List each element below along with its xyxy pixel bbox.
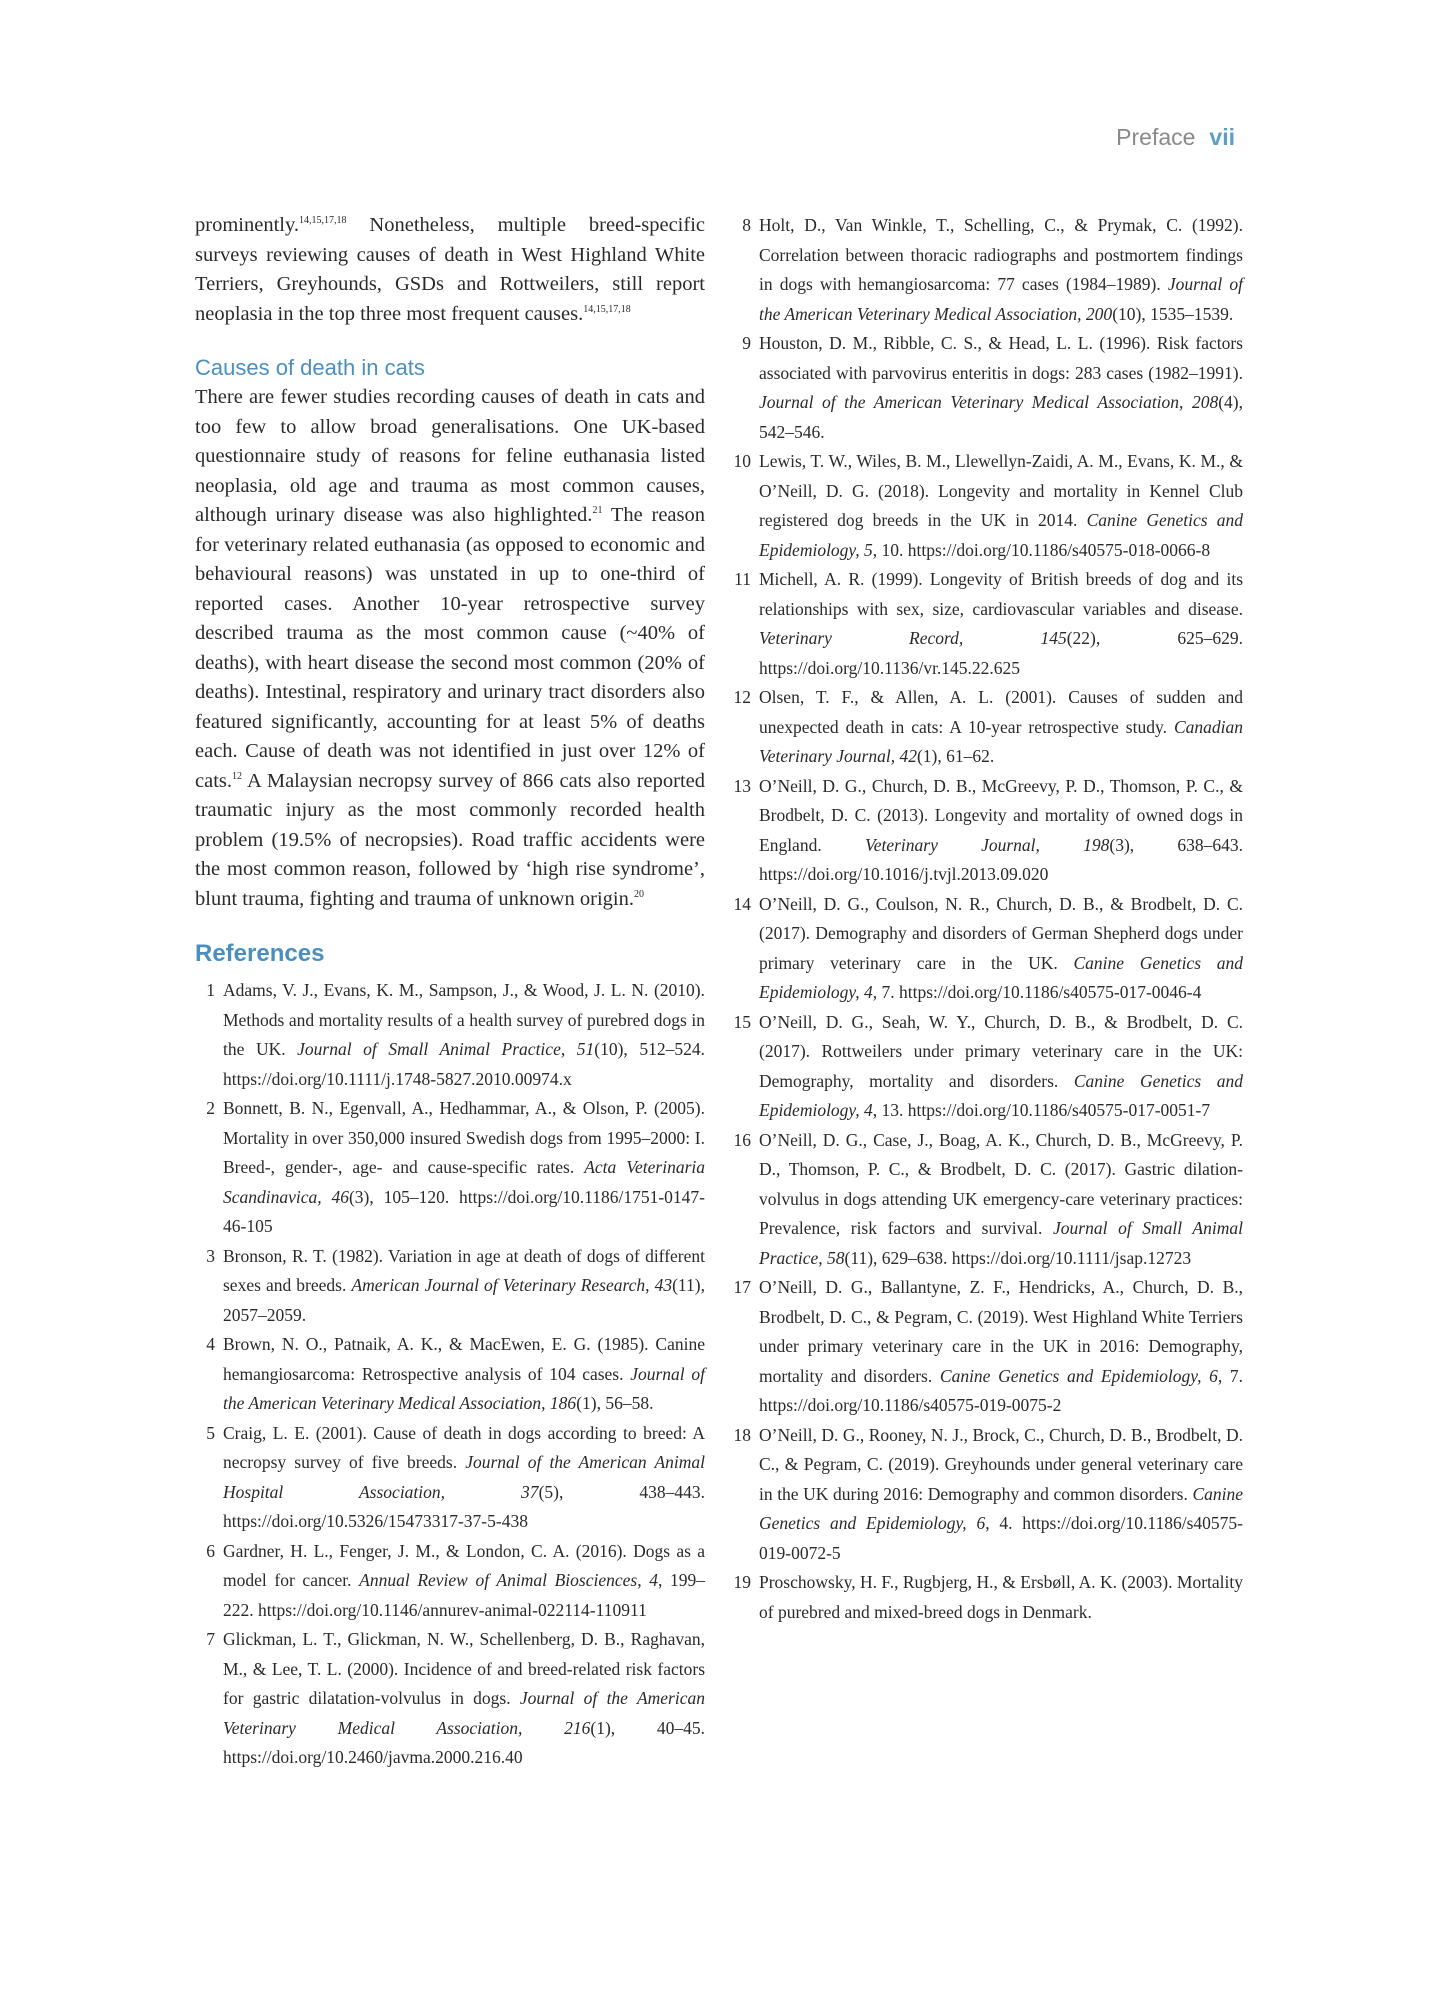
reference-entry — [195, 1537, 705, 1626]
reference-number: 11 — [734, 569, 751, 589]
reference-authors-title: Michell, A. R. (1999). Longevity of British breeds of dog and its relationships with sex, size, cardiovascular variables and disease. — [759, 569, 1243, 619]
reference-journal: Journal of the American Veterinary Medical Association, 200 — [759, 274, 1243, 324]
reference-details: , 7. https://doi.org/10.1186/s40575-019-0075-2 — [759, 1365, 1244, 1415]
reference-entry — [195, 1094, 705, 1242]
reference-list-right — [731, 211, 1243, 1627]
reference-journal: Acta Veterinaria Scandinavica, 46 — [223, 1157, 705, 1207]
reference-details: (22), 625–629. https://doi.org/10.1136/vr.145.22.625 — [759, 628, 1243, 678]
reference-number: 18 — [733, 1424, 751, 1445]
reference-entry — [195, 976, 705, 1094]
reference-journal: Canine Genetics and Epidemiology, 4 — [759, 1070, 1243, 1120]
citation: 14,15,17,18 — [299, 215, 347, 226]
reference-details: (3), 638–643. https://doi.org/10.1016/j.tvjl.2013.09.020 — [759, 834, 1244, 884]
reference-entry — [731, 890, 1243, 1008]
reference-details: (1), 61–62. — [916, 746, 995, 766]
reference-entry — [731, 1008, 1243, 1126]
reference-list-left — [195, 976, 705, 1773]
reference-entry — [731, 683, 1243, 772]
citation: 21 — [592, 505, 603, 516]
reference-journal: Canine Genetics and Epidemiology, 6 — [939, 1365, 1218, 1386]
left-column — [195, 211, 705, 1773]
reference-authors-title: Bronson, R. T. (1982). Variation in age at death of dogs of different sexes and breeds. — [223, 1245, 705, 1295]
reference-journal: Journal of the American Animal Hospital Association, 37 — [223, 1452, 705, 1502]
reference-journal: Journal of the American Veterinary Medical Association, 186 — [223, 1363, 705, 1413]
reference-details: , 199–222. https://doi.org/10.1146/annurev-animal-022114-110911 — [223, 1570, 705, 1620]
reference-details: (10), 512–524. https://doi.org/10.1111/j.1748-5827.2010.00974.x — [223, 1039, 705, 1089]
reference-number: 13 — [733, 775, 751, 796]
reference-authors-title: Bonnett, B. N., Egenvall, A., Hedhammar, A., & Olson, P. (2005). Mortality in over 350,000 insured Swedish dogs from 1995–2000: I. Breed-, gender-, age- and cause-specific rates. — [223, 1098, 705, 1177]
reference-number: 14 — [733, 893, 751, 914]
paragraph-intro — [195, 211, 705, 329]
reference-entry — [195, 1625, 705, 1773]
text: The reason for veterinary related euthanasia (as opposed to economic and behavioural reasons) was unstated in up to one-third of reported cases. Another 10-year retrospective survey described trauma as the most common cause (~40% of deaths), with heart disease the second most common (20% of deaths). Intestinal, respiratory and urinary tract disorders also featured significantly, accounting for at least 5% of deaths each. Cause of death was not identified in just over 12% of cats. — [195, 504, 705, 792]
reference-journal: Veterinary Journal, 198 — [864, 834, 1110, 855]
reference-authors-title: Craig, L. E. (2001). Cause of death in dogs according to breed: A necropsy survey of five breeds. — [223, 1422, 705, 1472]
reference-journal: Veterinary Record, 145 — [759, 628, 1067, 648]
reference-entry — [731, 447, 1243, 565]
reference-number: 15 — [733, 1011, 751, 1032]
reference-authors-title: O’Neill, D. G., Church, D. B., McGreevy, P. D., Thomson, P. C., & Brodbelt, D. C. (2013). Longevity and mortality of owned dogs in England. — [759, 775, 1243, 855]
reference-entry — [731, 211, 1243, 329]
reference-number: 5 — [206, 1422, 215, 1443]
reference-details: (11), 2057–2059. — [223, 1275, 705, 1325]
reference-entry — [731, 329, 1243, 447]
reference-details: , 7. https://doi.org/10.1186/s40575-017-0046-4 — [872, 982, 1202, 1002]
reference-number: 3 — [206, 1245, 215, 1266]
reference-details: (10), 1535–1539. — [1112, 303, 1234, 324]
paragraph-cats — [195, 383, 705, 914]
text: There are fewer studies recording causes of death in cats and too few to allow broad generalisations. One UK-based questionnaire study of reasons for feline euthanasia listed neoplasia, old age and trauma as most common causes, although urinary disease was also highlighted. — [195, 386, 705, 526]
reference-authors-title: O’Neill, D. G., Case, J., Boag, A. K., Church, D. B., McGreevy, P. D., Thomson, P. C., & Brodbelt, D. C. (2017). Gastric dilation-volvulus in dogs attending UK emergency-care veterinary practices: Prevalence, risk factors and survival. — [759, 1129, 1243, 1238]
reference-number: 19 — [733, 1572, 751, 1592]
reference-entry — [195, 1419, 705, 1537]
reference-journal: Canine Genetics and Epidemiology, 6 — [759, 1483, 1243, 1533]
citation: 12 — [232, 770, 242, 782]
heading-causes-of-death-cats: Causes of death in cats — [195, 355, 425, 380]
reference-entry — [731, 1273, 1243, 1421]
reference-number: 12 — [733, 687, 751, 707]
running-head — [1116, 124, 1235, 151]
reference-entry — [731, 1126, 1243, 1274]
reference-entry — [731, 772, 1243, 890]
reference-number: 8 — [742, 215, 751, 235]
reference-details: (5), 438–443. https://doi.org/10.5326/15473317-37-5-438 — [223, 1481, 705, 1531]
reference-authors-title: Glickman, L. T., Glickman, N. W., Schellenberg, D. B., Raghavan, M., & Lee, T. L. (2000). Incidence of and breed-related risk factors for gastric dilatation-volvulus in dogs. — [223, 1629, 705, 1708]
reference-journal: Journal of Small Animal Practice, 58 — [759, 1218, 1243, 1268]
reference-number: 4 — [206, 1334, 215, 1354]
citation: 14,15,17,18 — [583, 303, 631, 315]
reference-details: (1), 56–58. — [576, 1393, 654, 1413]
reference-journal: Canine Genetics and Epidemiology, 4 — [759, 952, 1243, 1002]
text: Nonetheless, multiple breed-specific surveys reviewing causes of death in West Highland White Terriers, Greyhounds, GSDs and Rottweilers, still report neoplasia in the top three most frequent causes. — [195, 214, 705, 325]
reference-entry — [731, 1421, 1243, 1569]
reference-details: , 4. https://doi.org/10.1186/s40575-019-0072-5 — [759, 1513, 1243, 1563]
reference-number: 17 — [733, 1277, 751, 1297]
reference-number: 2 — [206, 1098, 215, 1118]
text: A Malaysian necropsy survey of 866 cats also reported traumatic injury as the most commonly recorded health problem (19.5% of necropsies). Road traffic accidents were the most common reason, followed by ‘high rise syndrome’, blunt trauma, fighting and trauma of unknown origin. — [195, 769, 705, 910]
reference-number: 7 — [206, 1629, 215, 1649]
reference-authors-title: Gardner, H. L., Fenger, J. M., & London, C. A. (2016). Dogs as a model for cancer. — [223, 1540, 705, 1590]
right-column — [731, 211, 1243, 1627]
reference-entry — [731, 1568, 1243, 1627]
page-number: vii — [1209, 124, 1235, 150]
section-title: Preface — [1116, 124, 1196, 150]
reference-authors-title: Lewis, T. W., Wiles, B. M., Llewellyn-Zaidi, A. M., Evans, K. M., & O’Neill, D. G. (2018). Longevity and mortality in Kennel Club registered dog breeds in the UK in 2014. — [759, 451, 1243, 530]
reference-journal: Annual Review of Animal Biosciences, 4 — [359, 1570, 658, 1590]
reference-journal: American Journal of Veterinary Research, 43 — [351, 1275, 673, 1295]
reference-entry — [731, 565, 1243, 683]
reference-number: 9 — [742, 333, 751, 353]
reference-authors-title: O’Neill, D. G., Coulson, N. R., Church, D. B., & Brodbelt, D. C. (2017). Demography and disorders of German Shepherd dogs under primary veterinary care in the UK. — [759, 893, 1243, 973]
reference-details: (4), 542–546. — [759, 392, 1243, 442]
reference-authors-title: O’Neill, D. G., Seah, W. Y., Church, D. B., & Brodbelt, D. C. (2017). Rottweilers under primary veterinary care in the UK: Demography, mortality and disorders. — [759, 1011, 1243, 1091]
reference-number: 16 — [733, 1129, 751, 1150]
reference-journal: Canine Genetics and Epidemiology, 5 — [759, 510, 1243, 560]
reference-authors-title: Proschowsky, H. F., Rugbjerg, H., & Ersbøll, A. K. (2003). Mortality of purebred and mixed-breed dogs in Denmark. — [759, 1572, 1243, 1622]
reference-authors-title: Adams, V. J., Evans, K. M., Sampson, J., & Wood, J. L. N. (2010). Methods and mortality results of a health survey of purebred dogs in the UK. — [223, 980, 705, 1059]
reference-details: (3), 105–120. https://doi.org/10.1186/1751-0147-46-105 — [223, 1186, 705, 1236]
reference-authors-title: Olsen, T. F., & Allen, A. L. (2001). Causes of sudden and unexpected death in cats: A 10-year retrospective study. — [759, 687, 1243, 737]
reference-number: 1 — [206, 980, 215, 1000]
heading-references: References — [195, 940, 325, 967]
reference-authors-title: O’Neill, D. G., Ballantyne, Z. F., Hendricks, A., Church, D. B., Brodbelt, D. C., & Pegram, C. (2019). West Highland White Terriers under primary veterinary care in the UK in 2016: Demography, mortality and disorders. — [759, 1277, 1243, 1386]
reference-details: (11), 629–638. https://doi.org/10.1111/jsap.12723 — [844, 1247, 1192, 1268]
reference-details: (1), 40–45. https://doi.org/10.2460/javma.2000.216.40 — [223, 1717, 705, 1767]
reference-entry — [195, 1330, 705, 1419]
reference-journal: Canadian Veterinary Journal, 42 — [759, 716, 1243, 766]
text: prominently. — [195, 214, 300, 236]
reference-journal: Journal of the American Veterinary Medical Association, 216 — [223, 1688, 705, 1738]
reference-journal: Journal of Small Animal Practice, 51 — [297, 1039, 595, 1059]
citation: 20 — [633, 888, 644, 900]
reference-details: , 10. https://doi.org/10.1186/s40575-018-0066-8 — [872, 539, 1211, 560]
reference-entry — [195, 1242, 705, 1331]
reference-authors-title: Houston, D. M., Ribble, C. S., & Head, L. L. (1996). Risk factors associated with parvovirus enteritis in dogs: 283 cases (1982–1991). — [759, 333, 1243, 383]
reference-journal: Journal of the American Veterinary Medical Association, 208 — [759, 392, 1219, 412]
reference-number: 6 — [206, 1540, 215, 1561]
reference-details: , 13. https://doi.org/10.1186/s40575-017-0051-7 — [872, 1100, 1211, 1120]
reference-authors-title: Brown, N. O., Patnaik, A. K., & MacEwen, E. G. (1985). Canine hemangiosarcoma: Retrospective analysis of 104 cases. — [223, 1334, 705, 1384]
reference-authors-title: Holt, D., Van Winkle, T., Schelling, C., & Prymak, C. (1992). Correlation between thoracic radiographs and postmortem findings in dogs with hemangiosarcoma: 77 cases (1984–1989). — [759, 215, 1243, 294]
reference-number: 10 — [733, 451, 751, 471]
reference-authors-title: O’Neill, D. G., Rooney, N. J., Brock, C., Church, D. B., Brodbelt, D. C., & Pegram, C. (2019). Greyhounds under general veterinary care in the UK during 2016: Demography and common disorders. — [759, 1424, 1243, 1504]
